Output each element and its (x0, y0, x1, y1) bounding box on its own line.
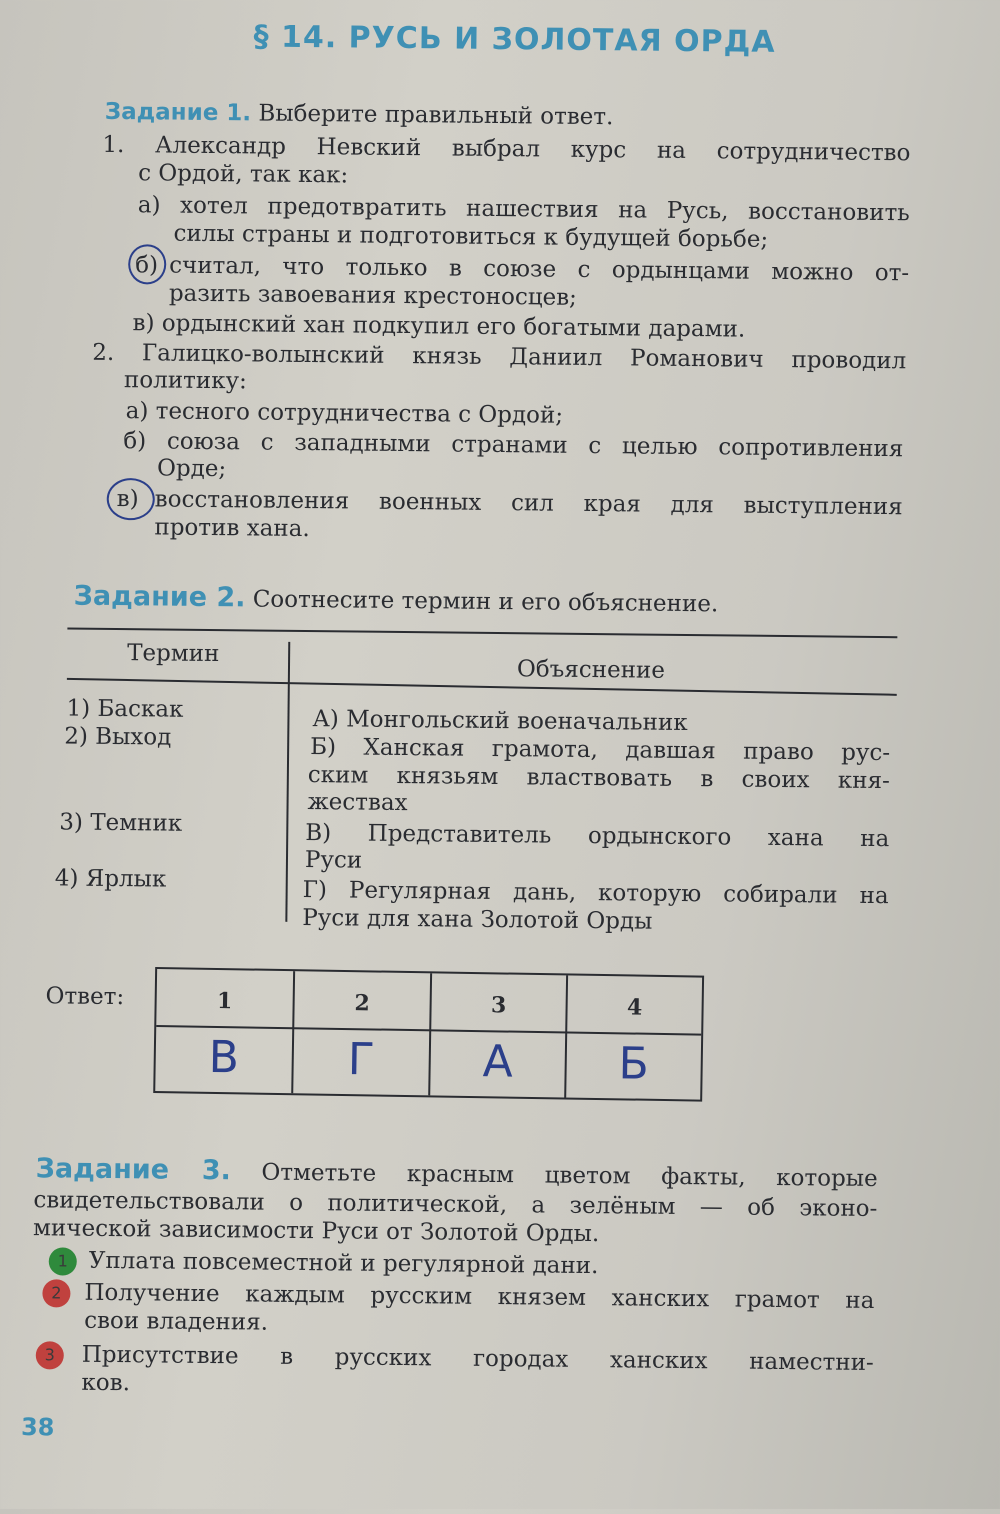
answer-value-4: Б (618, 1038, 650, 1090)
answer-number-4: 4 (626, 994, 643, 1021)
task1-q2-option-b-line1: б) союза с западными странами с целью сопротивления (123, 428, 904, 463)
task1-q1-option-b-line1: считал, что только в союзе с ордынцами можно от- (169, 252, 910, 287)
answer-column-4 (566, 975, 702, 1099)
term-3: 3) Темник (59, 809, 183, 837)
answer-column-2 (293, 971, 432, 1095)
task3-instruction-line1: Отметьте красным цветом факты, которые (261, 1159, 878, 1193)
column-header-term: Термин (127, 640, 220, 668)
answer-value-3: А (482, 1036, 514, 1088)
task3-instruction-line3: мической зависимости Руси от Золотой Орды. (32, 1215, 600, 1248)
task2-instruction: Соотнесите термин и его объяснение. (252, 586, 719, 618)
explanation-b-line1: Б) Ханская грамота, давшая право рус- (310, 734, 891, 767)
task1-instruction: Выберите правильный ответ. (258, 100, 614, 131)
task2-heading (74, 581, 719, 619)
task3-item-3-line1: Присутствие в русских городах ханских наместни- (81, 1341, 874, 1376)
task3-item-3-line2: ков. (81, 1369, 131, 1397)
explanation-d-line2: Руси для хана Золотой Орды (302, 904, 653, 935)
task1-q2-option-c-line2: против хана. (154, 514, 310, 543)
task1-q1-option-b-line2: разить завоевания крестоносцев; (168, 280, 578, 311)
task1-q1-option-b-letter: б) (135, 252, 159, 279)
answer-grid (153, 967, 704, 1102)
section-title: § 14. РУСЬ И ЗОЛОТАЯ ОРДА (253, 19, 776, 60)
task3-label: Задание 3. (35, 1153, 231, 1187)
explanation-c-line1: В) Представитель ордынского хана на (305, 820, 890, 853)
answer-label: Ответ: (45, 983, 125, 1011)
task1-label: Задание 1. (104, 98, 252, 127)
answer-number-1: 1 (216, 987, 233, 1015)
item-1-green-marker: 1 (49, 1247, 77, 1275)
task3-item-1: Уплата повсеместной и регулярной дани. (88, 1247, 599, 1280)
task3-item-2-line1: Получение каждым русским князем ханских грамот на (84, 1279, 875, 1314)
answer-column-1 (155, 969, 295, 1093)
task1-q1-option-a-line2: силы страны и подготовиться к будущей борьбе; (173, 220, 769, 253)
column-header-explanation: Объяснение (516, 656, 666, 684)
task1-q2-line1: 2. Галицко-волынский князь Даниил Романович проводил (92, 339, 907, 375)
term-4: 4) Ярлык (54, 865, 167, 893)
answer-number-2: 2 (354, 990, 371, 1017)
explanation-b-line2: ским князьям властвовать в своих кня- (307, 762, 890, 795)
term-1: 1) Баскак (66, 695, 184, 723)
task1-q2-option-c-letter: в) (116, 486, 139, 513)
page-number: 38 (20, 1413, 55, 1442)
task1-q2-option-a: а) тесного сотрудничества с Ордой; (125, 398, 564, 429)
task3-heading (36, 1153, 878, 1193)
task2-label: Задание 2. (73, 580, 246, 614)
task1-q2-option-b-line2: Орде; (156, 455, 227, 483)
explanation-d-line1: Г) Регулярная дань, которую собирали на (302, 876, 889, 910)
task3-item-2-line2: свои владения. (84, 1307, 269, 1336)
task1-q1-option-c: в) ордынский хан подкупил его богатыми дарами. (132, 310, 746, 343)
answer-column-3 (430, 973, 568, 1097)
task1-q1-line1: 1. Александр Невский выбрал курс на сотрудничество (102, 131, 911, 167)
task1-q1-line2: с Ордой, так как: (138, 160, 349, 189)
item-2-red-marker: 2 (42, 1279, 70, 1307)
task1-q2-option-c-line1: восстановления военных сил края для выступления (154, 486, 903, 521)
term-2: 2) Выход (64, 723, 172, 751)
task1-heading (105, 99, 614, 130)
explanation-c-line2: Руси (304, 847, 363, 874)
table-header-rule (67, 678, 897, 696)
table-top-rule (67, 628, 897, 639)
task1-q2-line2: политику: (123, 367, 247, 395)
explanation-a: А) Монгольский военачальник (312, 706, 688, 737)
answer-value-2: Г (347, 1034, 376, 1086)
task3-instruction-line2: свидетельствовали о политической, а зелёным — об эконо- (33, 1187, 878, 1223)
answer-value-1: В (208, 1031, 240, 1084)
task1-q1-option-a-line1: а) хотел предотвратить нашествия на Русь, восстановить (137, 192, 910, 227)
answer-number-3: 3 (490, 992, 507, 1019)
explanation-b-line3: жествах (307, 789, 408, 817)
item-3-red-marker: 3 (36, 1341, 64, 1369)
